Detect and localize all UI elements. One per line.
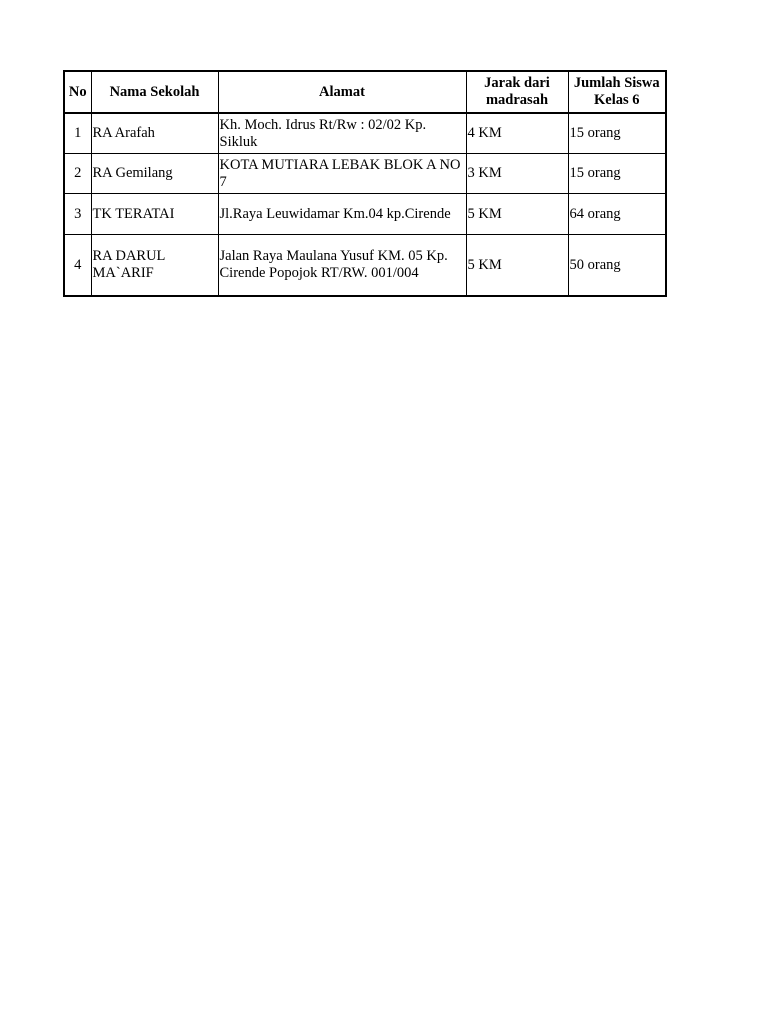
cell-no: 1 — [64, 113, 91, 154]
table-row — [64, 154, 666, 194]
cell-alamat: KOTA MUTIARA LEBAK BLOK A NO 7 — [218, 154, 466, 194]
cell-no: 4 — [64, 235, 91, 297]
header-jarak: Jarak dari madrasah — [466, 71, 568, 113]
header-nama-sekolah: Nama Sekolah — [91, 71, 218, 113]
cell-jarak: 5 KM — [466, 194, 568, 235]
table-header — [64, 71, 666, 113]
cell-alamat: Jalan Raya Maulana Yusuf KM. 05 Kp. Cirende Popojok RT/RW. 001/004 — [218, 235, 466, 297]
table-body — [64, 113, 666, 296]
cell-jarak: 5 KM — [466, 235, 568, 297]
cell-alamat: Kh. Moch. Idrus Rt/Rw : 02/02 Kp. Sikluk — [218, 113, 466, 154]
cell-jumlah-siswa: 15 orang — [568, 113, 666, 154]
header-row — [64, 71, 666, 113]
cell-alamat: Jl.Raya Leuwidamar Km.04 kp.Cirende — [218, 194, 466, 235]
cell-no: 2 — [64, 154, 91, 194]
table-row — [64, 194, 666, 235]
header-no: No — [64, 71, 91, 113]
cell-jarak: 4 KM — [466, 113, 568, 154]
school-table — [63, 70, 667, 297]
table-row — [64, 113, 666, 154]
cell-jumlah-siswa: 15 orang — [568, 154, 666, 194]
cell-nama-sekolah: RA Arafah — [91, 113, 218, 154]
header-jumlah-siswa: Jumlah Siswa Kelas 6 — [568, 71, 666, 113]
header-alamat: Alamat — [218, 71, 466, 113]
cell-no: 3 — [64, 194, 91, 235]
cell-nama-sekolah: TK TERATAI — [91, 194, 218, 235]
cell-jumlah-siswa: 50 orang — [568, 235, 666, 297]
cell-jarak: 3 KM — [466, 154, 568, 194]
table-row — [64, 235, 666, 297]
cell-nama-sekolah: RA Gemilang — [91, 154, 218, 194]
cell-jumlah-siswa: 64 orang — [568, 194, 666, 235]
cell-nama-sekolah: RA DARUL MA`ARIF — [91, 235, 218, 297]
